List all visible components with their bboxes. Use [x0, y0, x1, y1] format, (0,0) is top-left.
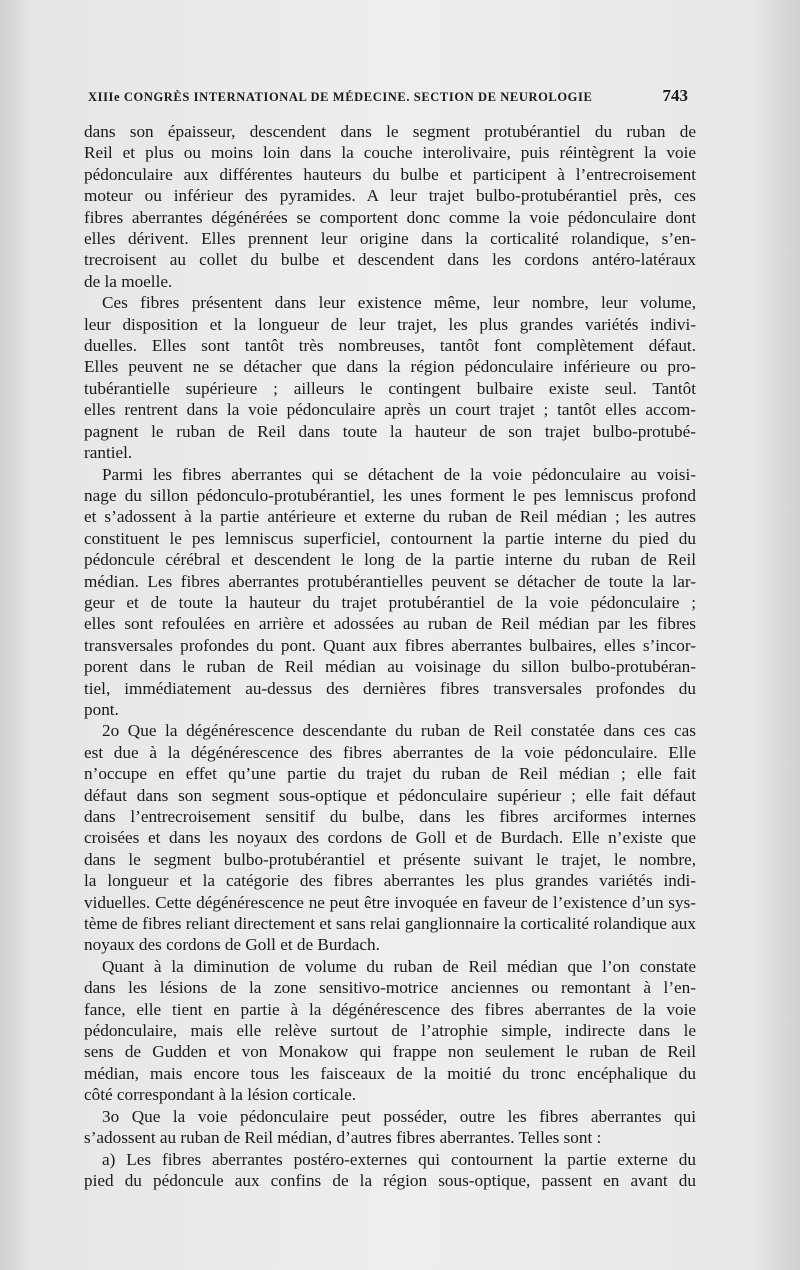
text-line: pédonculaire aux différentes hauteurs du bulbe et participent à l’entrecroisement: [84, 164, 696, 184]
text-line: a) Les fibres aberrantes postéro-externes qui contournent la partie externe du: [102, 1149, 696, 1169]
text-line: elles rentrent dans la voie pédonculaire après un court trajet ; tantôt elles accom-: [84, 400, 696, 420]
text-line: sens de Gudden et von Monakow qui frappe non seulement le ruban de Reil: [84, 1042, 696, 1062]
text-line: moteur ou inférieur des pyramides. A leur trajet bulbo-protubérantiel près, ces: [84, 186, 696, 206]
text-line: la longueur et la catégorie des fibres aberrantes les plus grandes variétés indi-: [84, 871, 696, 891]
text-line: pédonculaire, mais elle relève surtout de l’atrophie simple, indirecte dans le: [84, 1021, 696, 1041]
text-line: pagnent le ruban de Reil dans toute la hauteur de son trajet bulbo-protubé-: [84, 421, 696, 441]
text-line: viduelles. Cette dégénérescence ne peut être invoquée en faveur de l’existence d’un sys-: [84, 892, 696, 912]
running-header: [88, 86, 688, 106]
text-line: noyaux des cordons de Goll et de Burdach.: [84, 935, 380, 955]
text-line: Quant à la diminution de volume du ruban de Reil médian que l’on constate: [102, 956, 696, 976]
text-line: duelles. Elles sont tantôt très nombreuses, tantôt font complètement défaut.: [84, 336, 696, 356]
text-line: n’occupe en effet qu’une partie du trajet du ruban de Reil médian ; elle fait: [84, 764, 696, 784]
text-line: porent dans le ruban de Reil médian au voisinage du sillon bulbo-protubéran-: [84, 657, 696, 677]
text-line: geur et de toute la hauteur du trajet protubérantiel de la voie pédonculaire ;: [84, 592, 696, 612]
text-line: elles dérivent. Elles prennent leur origine dans la corticalité rolandique, s’en-: [84, 229, 696, 249]
text-line: Ces fibres présentent dans leur existence même, leur nombre, leur volume,: [102, 293, 696, 313]
text-line: tème de fibres reliant directement et sans relai ganglionnaire la corticalité rolandique aux: [84, 914, 696, 934]
text-line: constituent le pes lemniscus superficiel, contournent la partie interne du pied du: [84, 528, 696, 548]
text-line: tubérantielle supérieure ; ailleurs le contingent bulbaire existe seul. Tantôt: [84, 378, 696, 398]
text-line: et s’adossent à la partie antérieure et externe du ruban de Reil médian ; les autres: [84, 507, 696, 527]
text-line: dans le segment bulbo-protubérantiel et présente suivant le trajet, le nombre,: [84, 849, 696, 869]
text-line: Parmi les fibres aberrantes qui se détachent de la voie pédonculaire au voisi-: [102, 464, 696, 484]
text-line: dans son épaisseur, descendent dans le segment protubérantiel du ruban de: [84, 122, 696, 141]
text-line: tiel, immédiatement au-dessus des dernières fibres transversales profondes du: [84, 678, 696, 698]
text-line: pont.: [84, 699, 119, 719]
text-line: est due à la dégénérescence des fibres aberrantes de la voie pédonculaire. Elle: [84, 742, 696, 762]
text-line: s’adossent au ruban de Reil médian, d’autres fibres aberrantes. Telles sont :: [84, 1128, 602, 1148]
text-line: leur disposition et la longueur de leur trajet, les plus grandes variétés indivi-: [84, 314, 696, 334]
text-line: croisées et dans les noyaux des cordons de Goll et de Burdach. Elle n’existe que: [84, 828, 696, 848]
text-line: trecroisent au collet du bulbe et descendent dans les cordons antéro-latéraux: [84, 250, 696, 270]
text-line: fance, elle tient en partie à la dégénérescence des fibres aberrantes de la voie: [84, 999, 696, 1019]
text-line: dans les lésions de la zone sensitivo-motrice anciennes ou remontant à l’en-: [84, 978, 696, 998]
text-line: rantiel.: [84, 443, 133, 463]
text-line: côté correspondant à la lésion corticale.: [84, 1085, 357, 1105]
text-line: de la moelle.: [84, 271, 173, 291]
text-line: pied du pédoncule aux confins de la région sous-optique, passent en avant du: [84, 1170, 696, 1190]
text-line: 2o Que la dégénérescence descendante du ruban de Reil constatée dans ces cas: [102, 721, 696, 741]
text-line: elles sont refoulées en arrière et adossées au ruban de Reil médian par les fibres: [84, 614, 696, 634]
body-text: [84, 121, 696, 1191]
text-line: médian, mais encore tous les faisceaux de la moitié du tronc encéphalique du: [84, 1063, 696, 1083]
text-line: dans l’entrecroisement sensitif du bulbe, dans les fibres arciformes internes: [84, 807, 696, 826]
text-line: Reil et plus ou moins loin dans la couche interolivaire, puis réintègrent la voie: [84, 143, 696, 163]
text-line: fibres aberrantes dégénérées se comportent donc comme la voie pédonculaire dont: [84, 207, 696, 227]
text-line: défaut dans son segment sous-optique et pédonculaire supérieur ; elle fait défaut: [84, 785, 696, 805]
text-line: pédoncule cérébral et descendent le long de la partie interne du ruban de Reil: [84, 550, 696, 570]
text-line: 3o Que la voie pédonculaire peut posséder, outre les fibres aberrantes qui: [102, 1106, 696, 1126]
text-line: nage du sillon pédonculo-protubérantiel, les unes forment le pes lemniscus profond: [84, 485, 696, 505]
page-number: 743: [662, 86, 688, 105]
text-line: transversales profondes du pont. Quant aux fibres aberrantes bulbaires, elles s’incor-: [84, 635, 696, 655]
text-line: médian. Les fibres aberrantes protubérantielles peuvent se détacher de toute la lar-: [84, 571, 696, 591]
running-title: XIIIe CONGRÈS INTERNATIONAL DE MÉDECINE. SECTION DE NEUROLOGIE: [88, 90, 593, 104]
text-line: Elles peuvent ne se détacher que dans la région pédonculaire inférieure ou pro-: [84, 357, 696, 377]
